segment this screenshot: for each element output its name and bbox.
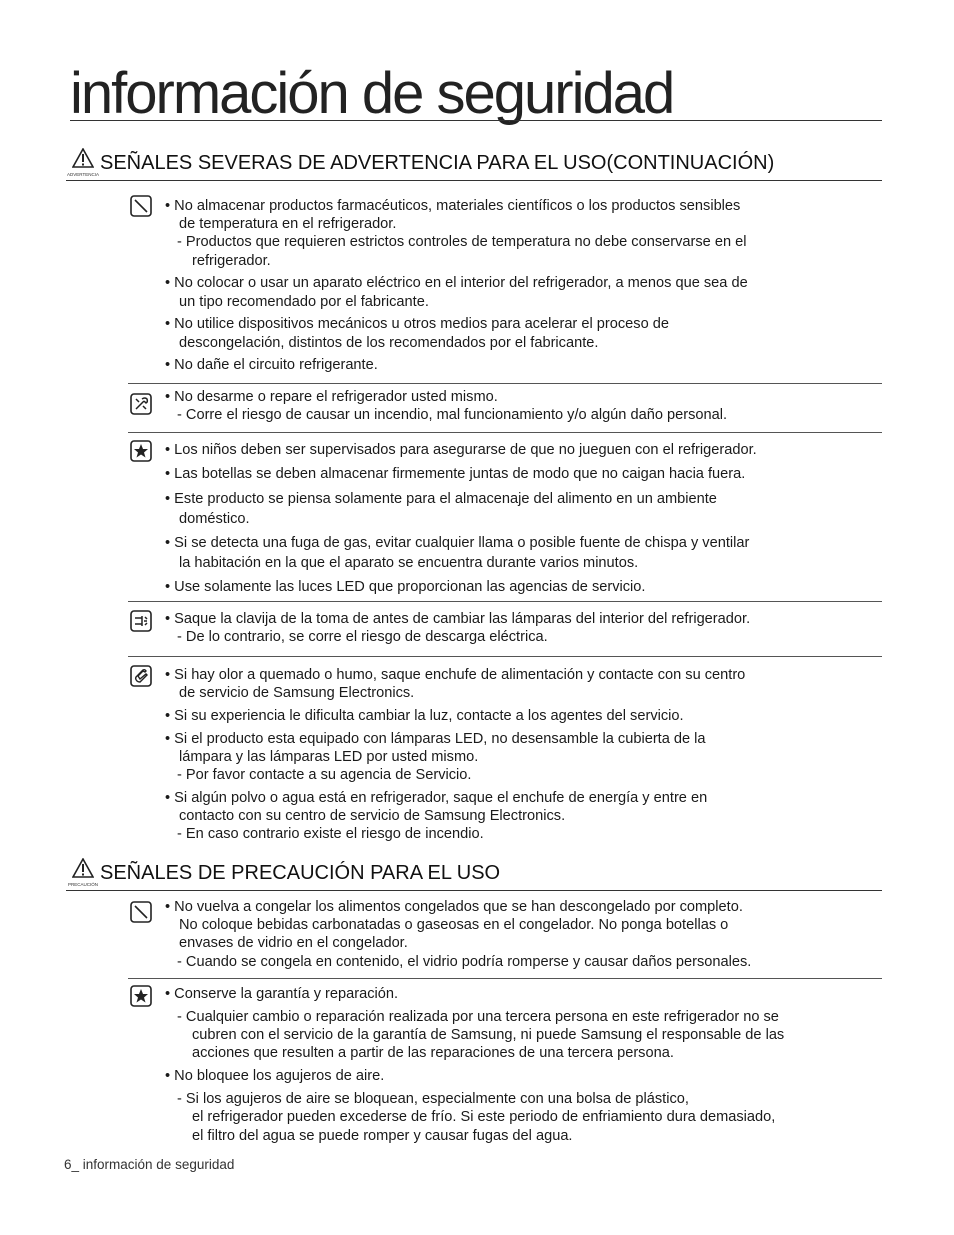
text-line: el filtro del agua se puede romper y causar fugas del agua. xyxy=(192,1128,573,1144)
warning-block-important xyxy=(128,432,882,602)
text-line: contacto con su centro de servicio de Samsung Electronics. xyxy=(179,808,566,824)
text-line: • No bloquee los agujeros de aire. xyxy=(165,1068,385,1084)
text-line: No coloque bebidas carbonatadas o gaseosas en el congelador. No ponga botellas o xyxy=(179,917,729,933)
text-line: descongelación, distintos de los recomendados por el fabricante. xyxy=(179,335,599,351)
text-line: • Si se detecta una fuga de gas, evitar cualquier llama o posible fuente de chispa y ventilar xyxy=(165,535,750,551)
text-line: - Cuando se congela en contenido, el vidrio podría romperse y causar daños personales. xyxy=(177,954,752,970)
warning-block-unplug xyxy=(128,601,882,657)
caution-icon xyxy=(66,858,100,890)
text-line: el refrigerador pueden excederse de frío. Si este periodo de enfriamiento dura demasiado, xyxy=(192,1109,776,1125)
text-line: doméstico. xyxy=(179,511,250,527)
text-line: • Si el producto esta equipado con lámparas LED, no desensamble la cubierta de la xyxy=(165,731,706,747)
star-icon xyxy=(130,440,152,462)
text-line: • Si hay olor a quemado o humo, saque enchufe de alimentación y contacte con su centro xyxy=(165,667,746,683)
text-line: • No vuelva a congelar los alimentos congelados que se han descongelado por completo. xyxy=(165,899,743,915)
text-line: • No dañe el circuito refrigerante. xyxy=(165,357,378,373)
section-header-caution xyxy=(66,858,882,891)
text-line: • Saque la clavija de la toma de antes de cambiar las lámparas del interior del refrigerador. xyxy=(165,611,751,627)
prohibited-icon xyxy=(130,195,152,217)
warning-block-prohibited xyxy=(128,183,882,383)
text-line: • Este producto se piensa solamente para el almacenaje del alimento en un ambiente xyxy=(165,491,717,507)
text-line: • No desarme o repare el refrigerador usted mismo. xyxy=(165,389,498,405)
text-line: - Cualquier cambio o reparación realizada por una tercera persona en este refrigerador no se xyxy=(177,1009,779,1025)
text-line: la habitación en la que el aparato se encuentra durante varios minutos. xyxy=(179,555,639,571)
page-title: información de seguridad xyxy=(70,61,674,126)
text-line: • No colocar o usar un aparato eléctrico en el interior del refrigerador, a menos que sea de xyxy=(165,275,748,291)
text-line: • Las botellas se deben almacenar firmemente juntas de modo que no caigan hacia fuera. xyxy=(165,466,746,482)
text-line: lámpara y las lámparas LED por usted mismo. xyxy=(179,749,479,765)
text-line: de servicio de Samsung Electronics. xyxy=(179,685,415,701)
unplug-icon xyxy=(130,610,152,632)
star-icon xyxy=(130,985,152,1007)
text-line: • No utilice dispositivos mecánicos u otros medios para acelerar el proceso de xyxy=(165,316,669,332)
warning-caption: ADVERTENCIA xyxy=(67,172,99,177)
text-line: • No almacenar productos farmacéuticos, materiales científicos o los productos sensibles xyxy=(165,198,741,214)
title-divider xyxy=(70,120,882,121)
caution-caption: PRECAUCIÓN xyxy=(67,882,98,887)
page-footer: 6_ información de seguridad xyxy=(64,1157,235,1172)
warning-block-disassemble xyxy=(128,383,882,433)
warning-block-contact-service xyxy=(128,656,882,847)
warning-icon xyxy=(66,148,100,180)
prohibited-icon xyxy=(130,901,152,923)
text-line: • Use solamente las luces LED que proporcionan las agencias de servicio. xyxy=(165,579,646,595)
phone-icon xyxy=(130,665,152,687)
text-line: cubren con el servicio de la garantía de Samsung, ni puede Samsung el responsable de las xyxy=(192,1027,785,1043)
text-line: - Si los agujeros de aire se bloquean, especialmente con una bolsa de plástico, xyxy=(177,1091,689,1107)
text-line: • Si algún polvo o agua está en refrigerador, saque el enchufe de energía y entre en xyxy=(165,790,708,806)
text-line: • Conserve la garantía y reparación. xyxy=(165,986,399,1002)
text-line: • Si su experiencia le dificulta cambiar la luz, contacte a los agentes del servicio. xyxy=(165,708,684,724)
text-line: - Corre el riesgo de causar un incendio, mal funcionamiento y/o algún daño personal. xyxy=(177,407,728,423)
section-header-warning xyxy=(66,148,882,181)
text-line: un tipo recomendado por el fabricante. xyxy=(179,294,429,310)
text-line: de temperatura en el refrigerador. xyxy=(179,216,397,232)
caution-block-important xyxy=(128,978,882,1149)
text-line: - En caso contrario existe el riesgo de incendio. xyxy=(177,826,484,842)
caution-block-prohibited xyxy=(128,893,882,978)
text-line: - Por favor contacte a su agencia de Servicio. xyxy=(177,767,472,783)
text-line: refrigerador. xyxy=(192,253,271,269)
text-line: • Los niños deben ser supervisados para asegurarse de que no jueguen con el refrigerador. xyxy=(165,442,757,458)
text-line: acciones que resulten a partir de las reparaciones de una tercera persona. xyxy=(192,1045,674,1061)
text-line: - Productos que requieren estrictos controles de temperatura no debe conservarse en el xyxy=(177,234,747,250)
section-title: SEÑALES DE PRECAUCIÓN PARA EL USO xyxy=(100,862,501,884)
text-line: envases de vidrio en el congelador. xyxy=(179,935,408,951)
text-line: - De lo contrario, se corre el riesgo de descarga eléctrica. xyxy=(177,629,548,645)
section-title: SEÑALES SEVERAS DE ADVERTENCIA PARA EL USO(CONTINUACIÓN) xyxy=(100,152,775,174)
no-disassemble-icon xyxy=(130,393,152,415)
